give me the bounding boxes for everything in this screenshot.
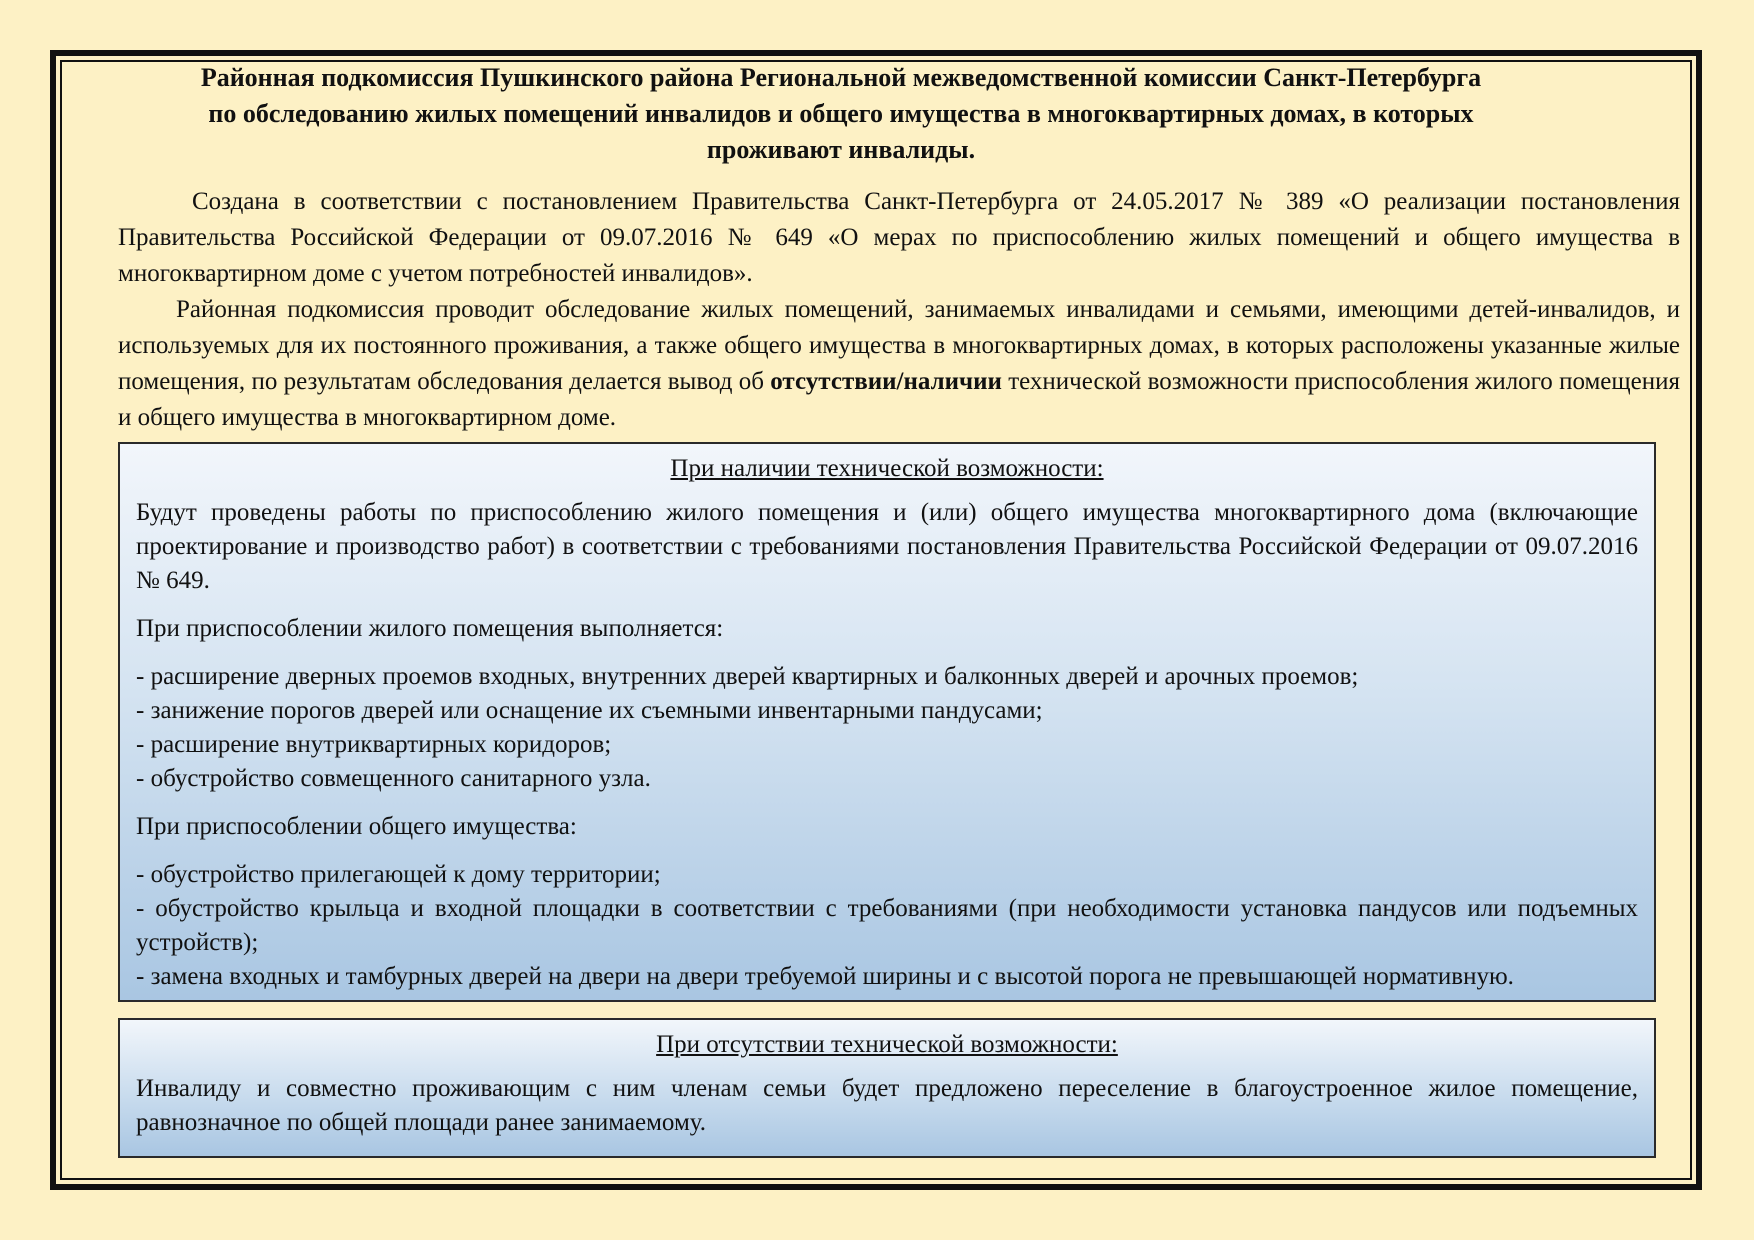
common-property-list-item: - обустройство крыльца и входной площадки в соответствии с требованиями (при необходимости установка пандусов или подъемных устройств); <box>136 895 1638 956</box>
poster-title <box>118 60 1564 168</box>
intro-paragraph-2-end: технической возможности приспособления жилого помещения и общего имущества в многоквартирном доме. <box>118 368 1680 431</box>
possible-heading: При наличии технической возможности: <box>670 455 1104 482</box>
title-line-1: Районная подкомиссия Пушкинского района Региональной межведомственной комиссии Санкт-Петербурга <box>200 63 1482 92</box>
intro-paragraph-2 <box>118 292 1680 436</box>
common-property-list-item: - обустройство прилегающей к дому территории; <box>136 861 661 888</box>
possible-box <box>118 442 1656 1002</box>
title-line-2: по обследованию жилых помещений инвалидов и общего имущества в многоквартирных домах, в которых <box>208 99 1474 128</box>
impossible-box <box>118 1018 1656 1158</box>
intro-paragraph-1: Создана в соответствии с постановлением Правительства Санкт-Петербурга от 24.05.2017 № 389 «О реализации постановления Правительства Российской Федерации от 09.07.2016 № 649 «О мерах по приспособлению жилых помещений и общего имущества в многоквартирном доме с учетом потребностей инвалидов». <box>118 188 1680 287</box>
dwelling-list-item: - расширение дверных проемов входных, внутренних дверей квартирных и балконных дверей и арочных проемов; <box>136 663 1359 690</box>
title-line-3: проживают инвалиды. <box>706 135 976 164</box>
intro-paragraph-2-emphasis: отсутствии/наличии <box>770 368 1002 395</box>
dwelling-heading: При приспособлении жилого помещения выполняется: <box>136 615 724 642</box>
common-property-list-item: - замена входных и тамбурных дверей на двери на двери требуемой ширины и с высотой порога не превышающей нормативную. <box>136 963 1514 990</box>
dwelling-list-item: - обустройство совмещенного санитарного узла. <box>136 765 651 792</box>
common-property-heading: При приспособлении общего имущества: <box>136 813 577 840</box>
dwelling-list <box>136 660 1638 796</box>
impossible-paragraph: Инвалиду и совместно проживающим с ним членам семьи будет предложено переселение в благоустроенное жилое помещение, равнозначное по общей площади ранее занимаемому. <box>136 1075 1638 1136</box>
common-property-list <box>136 858 1638 994</box>
intro-section <box>118 184 1680 436</box>
intro-paragraph-2-start: Районная подкомиссия проводит обследование жилых помещений, занимаемых инвалидами и семьями, имеющими детей-инвалидов, и используемых для их постоянного проживания, а также общего имущества в многоквартирных домах, в которых расположены указанные жилые помещения, по результатам обследования делается вывод об <box>118 296 1680 395</box>
possible-paragraph: Будут проведены работы по приспособлению жилого помещения и (или) общего имущества многоквартирного дома (включающие проектирование и производство работ) в соответствии с требованиями постановления Правительства Российской Федерации от 09.07.2016 № 649. <box>136 499 1638 594</box>
dwelling-list-item: - расширение внутриквартирных коридоров; <box>136 731 612 758</box>
dwelling-list-item: - занижение порогов дверей или оснащение их съемными инвентарными пандусами; <box>136 697 1043 724</box>
impossible-heading: При отсутствии технической возможности: <box>656 1031 1118 1058</box>
